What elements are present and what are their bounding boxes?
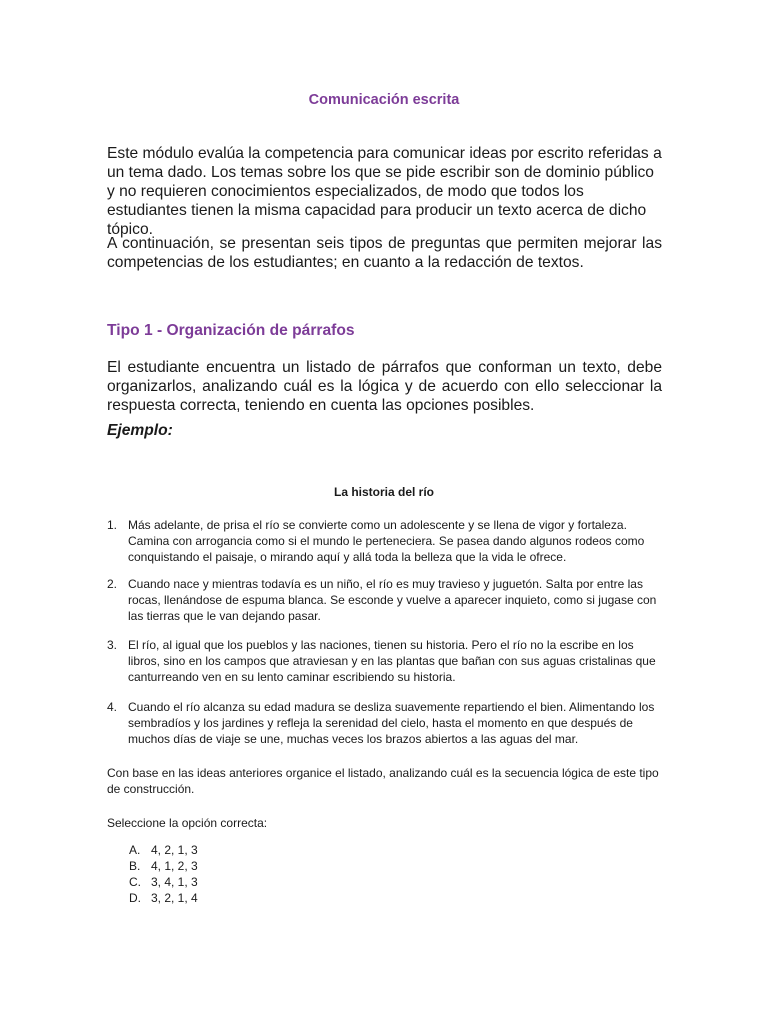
story-title: La historia del río bbox=[333, 485, 435, 499]
section-description: El estudiante encuentra un listado de párrafos que conforman un texto, debe organizarlos, analizando cuál es la lógica y de acuerdo con ello seleccionar la respuesta correcta, teniendo en cuenta las opciones posibles. bbox=[107, 359, 662, 414]
answer-options bbox=[129, 842, 198, 906]
answer-option bbox=[129, 842, 198, 858]
list-item-text: Cuando el río alcanza su edad madura se desliza suavemente repartiendo el bien. Alimentando los sembradíos y los jardines y refleja la serenidad del cielo, hasta el momento en que después de muchos días de viaje se une, muchas veces los brazos abiertos a las aguas del mar. bbox=[128, 700, 655, 746]
intro-paragraph-1: Este módulo evalúa la competencia para comunicar ideas por escrito referidas a un tema dado. Los temas sobre los que se pide escribir son de dominio público y no requieren conocimientos especializados, de modo que todos los estudiantes tienen la misma capacidad para producir un texto acerca de dicho tópico. bbox=[107, 145, 662, 238]
option-value: 4, 1, 2, 3 bbox=[151, 859, 198, 873]
option-letter: B. bbox=[129, 859, 141, 873]
list-item-text: El río, al igual que los pueblos y las naciones, tienen su historia. Pero el río no la escribe en los libros, sino en los campos que atraviesan y en las plantas que bañan con sus aguas cristalinas que canturreando ven en su lento caminar escribiendo su historia. bbox=[128, 638, 656, 684]
list-item-text: Cuando nace y mientras todavía es un niño, el río es muy travieso y juguetón. Salta por entre las rocas, llenándose de espuma blanca. Se esconde y vuelve a aparecer inquieto, como si jugase con las tierras que le van dejando pasar. bbox=[128, 577, 657, 623]
list-item-number: 4. bbox=[107, 700, 118, 714]
list-item-number: 2. bbox=[107, 577, 118, 591]
list-item bbox=[107, 699, 667, 747]
instruction-text: Con base en las ideas anteriores organice el listado, analizando cuál es la secuencia lógica de este tipo de construcción. bbox=[107, 766, 659, 796]
list-item-text: Más adelante, de prisa el río se convierte como un adolescente y se llena de vigor y fortaleza. Camina con arrogancia como si el mundo le perteneciera. Se pasea dando algunos rodeos como conquistando el paisaje, o mirando aquí y allá toda la belleza que la vida le ofrece. bbox=[128, 518, 645, 564]
select-label: Seleccione la opción correcta: bbox=[107, 816, 268, 830]
intro-paragraph-2: A continuación, se presentan seis tipos de preguntas que permiten mejorar las competencias de los estudiantes; en cuanto a la redacción de textos. bbox=[107, 235, 662, 271]
option-letter: D. bbox=[129, 891, 141, 905]
option-value: 4, 2, 1, 3 bbox=[151, 843, 198, 857]
list-item bbox=[107, 517, 667, 565]
example-label: Ejemplo: bbox=[107, 422, 173, 439]
option-letter: A. bbox=[129, 843, 141, 857]
option-value: 3, 2, 1, 4 bbox=[151, 891, 198, 905]
option-value: 3, 4, 1, 3 bbox=[151, 875, 198, 889]
answer-option bbox=[129, 858, 198, 874]
section-heading: Tipo 1 - Organización de párrafos bbox=[107, 322, 355, 339]
document-title: Comunicación escrita bbox=[308, 92, 460, 108]
list-item bbox=[107, 637, 667, 685]
list-item-number: 1. bbox=[107, 518, 118, 532]
list-item-number: 3. bbox=[107, 638, 118, 652]
list-item bbox=[107, 576, 667, 624]
answer-option bbox=[129, 874, 198, 890]
option-letter: C. bbox=[129, 875, 141, 889]
answer-option bbox=[129, 890, 198, 906]
